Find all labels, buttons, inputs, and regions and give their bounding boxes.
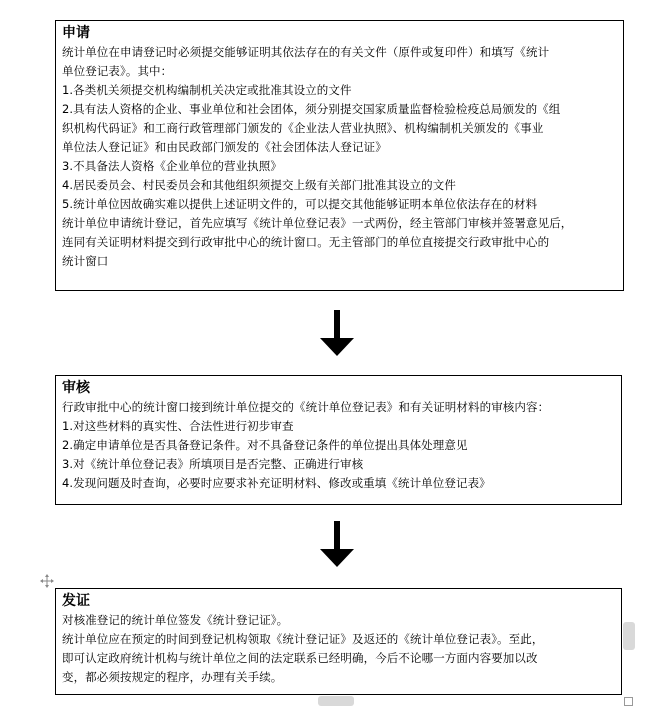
apply-line: 统计窗口 (62, 254, 109, 268)
issue-line: 统计单位应在预定的时间到登记机构领取《统计登记证》及返还的《统计单位登记表》。至此， (62, 632, 544, 646)
apply-line: 单位法人登记证》和由民政部门颁发的《社会团体法人登记证》 (62, 140, 387, 154)
review-line: 2.确定申请单位是否具备登记条件。对不具备登记条件的单位提出具体处理意见 (62, 438, 468, 452)
apply-line: 连同有关证明材料提交到行政审批中心的统计窗口。无主管部门的单位直接提交行政审批中心的 (62, 235, 550, 249)
apply-line: 4.居民委员会、村民委员会和其他组织须提交上级有关部门批准其设立的文件 (62, 178, 456, 192)
apply-line: 5.统计单位因故确实难以提供上述证明文件的，可以提交其他能够证明本单位依法存在的材料 (62, 197, 538, 211)
step-title-issue: 发证 (62, 593, 90, 609)
issue-line: 变，都必须按规定的程序，办理有关手续。 (62, 670, 283, 684)
step-title-apply: 申请 (62, 25, 90, 41)
apply-line: 2.具有法人资格的企业、事业单位和社会团体，须分别提交国家质量监督检验检疫总局颁发的《组 (62, 102, 561, 116)
apply-line: 统计单位申请统计登记，首先应填写《统计单位登记表》一式两份，经主管部门审核并签署意见后， (62, 216, 573, 230)
issue-line: 即可认定政府统计机构与统计单位之间的法定联系已经明确，今后不论哪一方面内容要加以改 (62, 651, 538, 665)
review-line: 3.对《统计单位登记表》所填项目是否完整、正确进行审核 (62, 457, 364, 471)
move-handle-icon[interactable] (40, 574, 54, 588)
apply-line: 单位登记表》。其中： (62, 64, 173, 78)
issue-line: 对核准登记的统计单位签发《统计登记证》。 (62, 613, 289, 627)
review-line: 4.发现问题及时查询，必要时应要求补充证明材料、修改或重填《统计单位登记表》 (62, 476, 491, 490)
side-scroll-tab[interactable] (623, 622, 635, 650)
review-line: 1.对这些材料的真实性、合法性进行初步审查 (62, 419, 294, 433)
step-box-apply (55, 20, 624, 291)
apply-line: 织机构代码证》和工商行政管理部门颁发的《企业法人营业执照》、机构编制机关颁发的《事业 (62, 121, 544, 135)
down-arrow-icon (317, 310, 357, 360)
step-box-review (55, 375, 622, 505)
step-title-review: 审核 (62, 380, 90, 396)
apply-line: 统计单位在申请登记时必须提交能够证明其依法存在的有关文件（原件或复印件）和填写《统计 (62, 45, 550, 59)
apply-line: 3.不具备法人资格《企业单位的营业执照》 (62, 159, 282, 173)
resize-handle-icon[interactable] (624, 697, 633, 706)
review-line: 行政审批中心的统计窗口接到统计单位提交的《统计单位登记表》和有关证明材料的审核内容： (62, 400, 550, 414)
apply-line: 1.各类机关须提交机构编制机关决定或批准其设立的文件 (62, 83, 352, 97)
step-box-issue (55, 588, 622, 695)
down-arrow-icon (317, 521, 357, 571)
bottom-scroll-tab[interactable] (318, 696, 354, 706)
